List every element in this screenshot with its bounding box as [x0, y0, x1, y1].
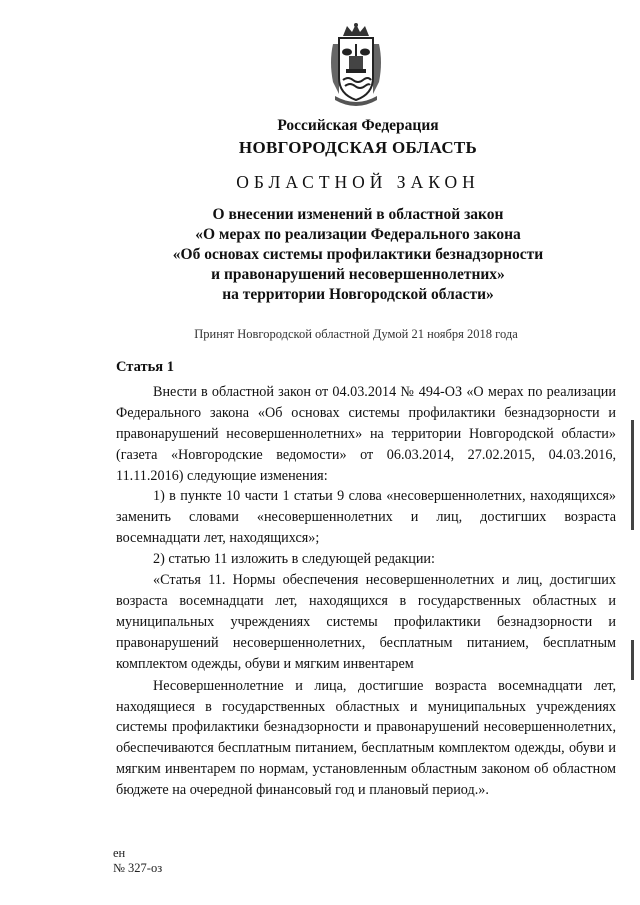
title-line: «О мерах по реализации Федерального закона	[195, 226, 521, 243]
footer-law-number: № 327-оз	[113, 861, 163, 875]
document-type: ОБЛАСТНОЙ ЗАКОН	[236, 172, 480, 192]
article-paragraph: «Статья 11. Нормы обеспечения несовершеннолетних и лиц, достигших возраста восемнадцати лет, находящихся в государственных областных и муниципальных учреждениях системы профилактики безнадзорности и правонарушений несовершеннолетних, бесплатным питанием, бесплатным комплектом одежды, обуви и мягким инвентарем	[116, 572, 616, 672]
article-paragraph: 1) в пункте 10 части 1 статьи 9 слова «несовершеннолетних, находящихся» заменить словами «несовершеннолетних и лиц, достигших возраста восемнадцати лет, находящихся»;	[116, 488, 616, 547]
article-paragraph: Внести в областной закон от 04.03.2014 № 494-ОЗ «О мерах по реализации Федерального закона «Об основах системы профилактики безнадзорности и правонарушений несовершеннолетних» на территории Новгородской области» (газета «Новгородские ведомости» от 06.03.2014, 27.02.2015, 04.03.2016, 11.11.2016) следующие изменения:	[116, 383, 616, 484]
coat-of-arms-emblem	[325, 22, 387, 106]
title-line: на территории Новгородской области»	[222, 286, 494, 303]
article-body	[116, 357, 616, 801]
country-name: Российская Федерация	[277, 117, 439, 134]
title-line: и правонарушений несовершеннолетних»	[211, 266, 505, 283]
article-paragraph: 2) статью 11 изложить в следующей редакции:	[153, 551, 435, 568]
adoption-note: Принят Новгородской областной Думой 21 ноября 2018 года	[194, 327, 518, 341]
scan-margin-mark	[631, 640, 634, 680]
title-line: «Об основах системы профилактики безнадзорности	[172, 246, 544, 263]
scan-margin-mark	[631, 420, 634, 530]
article-paragraph: Несовершеннолетние и лица, достигшие возраста восемнадцати лет, находящиеся в государственных областных и муниципальных учреждениях системы профилактики безнадзорности и правонарушений несовершеннолетних, обеспечиваются бесплатным питанием, бесплатным комплектом одежды, обуви и мягким инвентарем по нормам, установленным областным законом об областном бюджете на очередной финансовый год и плановый период.».	[116, 677, 616, 799]
footer-reference	[113, 846, 162, 876]
title-line: О внесении изменений в областной закон	[212, 206, 504, 223]
footer-initials: ен	[113, 846, 126, 860]
article-heading: Статья 1	[116, 359, 174, 375]
law-title	[38, 205, 640, 305]
region-name: НОВГОРОДСКАЯ ОБЛАСТЬ	[238, 138, 478, 157]
